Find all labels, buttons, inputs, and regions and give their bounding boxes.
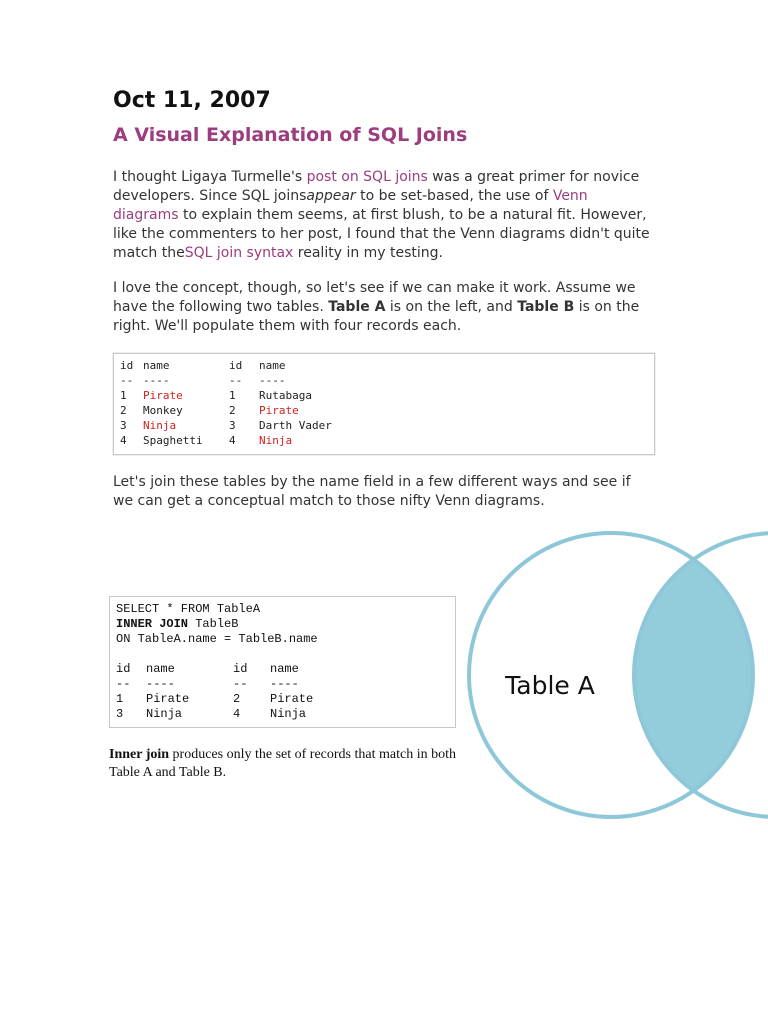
result-cell: Pirate <box>270 692 314 706</box>
para2-text-2: is on the left, and <box>385 299 518 315</box>
inner-join-code-block <box>109 596 456 728</box>
table-cell: name <box>143 359 170 372</box>
intro-text-5: reality in my testing. <box>293 245 444 261</box>
result-cell: 3 <box>116 707 124 721</box>
sql-inner-join-keyword: INNER JOIN <box>116 617 189 631</box>
table-cell: ---- <box>143 374 170 387</box>
venn-label-table-a: Table A <box>505 671 595 700</box>
result-cell: 2 <box>233 692 241 706</box>
table-cell: 3 <box>229 419 236 432</box>
table-cell: Ninja <box>143 419 177 432</box>
intro-text-1: I thought Ligaya Turmelle's <box>113 169 307 185</box>
join-intro-paragraph: Let's join these tables by the name field in a few different ways and see if we can get a conceptual match to those nifty Venn diagrams. <box>113 474 631 509</box>
sql-join-syntax-link[interactable]: SQL join syntax <box>184 245 294 261</box>
result-cell: 4 <box>233 707 241 721</box>
post-title[interactable]: A Visual Explanation of SQL Joins <box>113 124 468 146</box>
result-cell: name <box>270 662 299 676</box>
venn-diagrams-link[interactable]: Venn diagrams <box>113 188 588 223</box>
caption-bold: Inner join <box>109 747 170 762</box>
table-cell: Spaghetti <box>143 434 203 447</box>
result-cell: id <box>116 662 131 676</box>
table-b-bold: Table B <box>517 299 575 315</box>
result-cell: id <box>233 662 248 676</box>
result-cell: name <box>146 662 175 676</box>
table-cell: id <box>120 359 134 372</box>
sql-line-on: ON TableA.name = TableB.name <box>116 632 318 646</box>
table-cell: Pirate <box>143 389 183 402</box>
table-a-bold: Table A <box>328 299 386 315</box>
result-cell: ---- <box>270 677 299 691</box>
table-cell: 4 <box>120 434 127 447</box>
sql-line-select: SELECT * FROM TableA <box>116 602 261 616</box>
intro-text-4: to explain them seems, at first blush, to be a natural fit. However, like the commenters to her post, I found that the Venn diagrams didn't quite match the <box>113 207 650 261</box>
para2-text-3: is on the right. We'll populate them with four records each. <box>113 299 640 334</box>
table-cell: ---- <box>259 374 286 387</box>
result-cell: Ninja <box>270 707 307 721</box>
caption-rest: produces only the set of records that match in both Table A and Table B. <box>109 747 456 780</box>
table-cell: name <box>259 359 286 372</box>
result-cell: Ninja <box>146 707 183 721</box>
table-cell: 3 <box>120 419 127 432</box>
sql-line-join <box>116 617 238 632</box>
post-date: Oct 11, 2007 <box>113 88 271 113</box>
para2-text-1: I love the concept, though, so let's see if we can make it work. Assume we have the following two tables. <box>113 280 636 315</box>
venn-intersection <box>634 533 768 817</box>
sql-line-join-rest: TableB <box>188 617 239 631</box>
result-cell: -- <box>233 677 248 691</box>
table-cell: 1 <box>120 389 127 402</box>
table-cell: Monkey <box>143 404 183 417</box>
table-cell: Pirate <box>259 404 299 417</box>
result-cell: 1 <box>116 692 124 706</box>
table-cell: 2 <box>229 404 236 417</box>
table-cell: 4 <box>229 434 236 447</box>
result-cell: -- <box>116 677 131 691</box>
intro-text-3: to be set-based, the use of <box>355 188 553 204</box>
inner-join-caption <box>109 746 459 782</box>
post-on-sql-joins-link[interactable]: post on SQL joins <box>306 169 428 185</box>
table-cell: Rutabaga <box>259 389 312 402</box>
table-cell: -- <box>229 374 243 387</box>
table-cell: 1 <box>229 389 236 402</box>
table-cell: 2 <box>120 404 127 417</box>
result-cell: Pirate <box>146 692 190 706</box>
table-cell: Ninja <box>259 434 293 447</box>
intro-text-2: was a great primer for novice developers. Since SQL joins <box>113 169 640 204</box>
result-cell: ---- <box>146 677 175 691</box>
table-cell: id <box>229 359 243 372</box>
table-cell: Darth Vader <box>259 419 332 432</box>
intro-emphasis: appear <box>306 188 356 204</box>
table-cell: -- <box>120 374 134 387</box>
